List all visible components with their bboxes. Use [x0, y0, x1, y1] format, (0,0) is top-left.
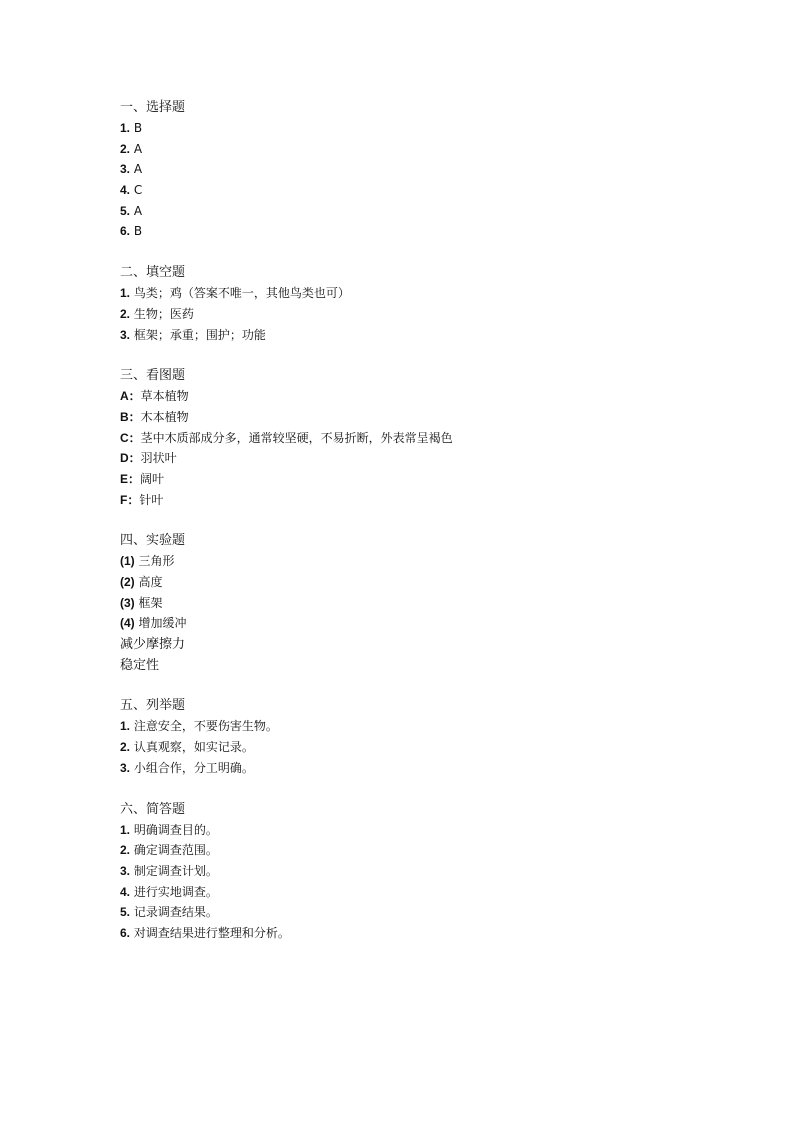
answer-line [120, 737, 760, 758]
answer-line [120, 820, 760, 841]
answer-line [120, 283, 760, 304]
answer-number: E： [120, 471, 141, 486]
answer-number: 1. [120, 121, 131, 135]
answer-text: 制定调查计划。 [133, 863, 218, 878]
answer-line [120, 593, 760, 614]
answer-text: A [133, 141, 143, 156]
answer-text: 框架；承重；围护；功能 [133, 327, 266, 342]
answer-line [120, 386, 760, 407]
answer-line [120, 469, 760, 490]
answer-number: 5. [120, 203, 131, 218]
answer-line [120, 758, 760, 779]
answer-text: C [133, 183, 143, 198]
answer-text: 认真观察，如实记录。 [133, 740, 254, 755]
answer-text: B [133, 224, 143, 239]
answer-number: 1. [120, 719, 131, 734]
answer-text: 鸟类；鸡（答案不唯一，其他鸟类也可） [133, 286, 350, 301]
answer-text: 减少摩擦力 [120, 637, 186, 653]
answer-text: 增加缓冲 [138, 616, 187, 631]
answer-number: C： [120, 430, 141, 445]
answer-text: 草本植物 [140, 389, 189, 404]
answer-line [120, 572, 760, 593]
answer-text: 记录调查结果。 [133, 905, 218, 920]
answer-text: A [133, 203, 143, 218]
answer-number: 1. [120, 822, 131, 837]
answer-section [120, 262, 760, 345]
answer-number: D： [120, 451, 141, 466]
answer-line [120, 118, 760, 139]
answer-text: 茎中木质部成分多，通常较坚硬，不易折断，外表常呈褐色 [140, 430, 453, 445]
answer-line [120, 221, 760, 242]
answer-number: F： [120, 492, 140, 507]
answer-text: 三角形 [138, 554, 175, 569]
answer-text: 阔叶 [140, 471, 165, 486]
answer-number: 2. [120, 740, 131, 755]
answer-line [120, 304, 760, 325]
section-heading: 六、简答题 [120, 801, 186, 817]
answer-text: B [133, 121, 143, 135]
answer-number: 3. [120, 863, 131, 878]
answer-text: 稳定性 [120, 657, 160, 673]
answer-text: 明确调查目的。 [133, 822, 218, 837]
section-heading: 二、填空题 [120, 265, 186, 281]
answer-line [120, 448, 760, 469]
answer-number: (1) [120, 554, 135, 569]
answer-line [120, 180, 760, 201]
answer-number: (2) [120, 575, 135, 589]
section-heading: 三、看图题 [120, 368, 186, 384]
answer-line [120, 201, 760, 222]
answer-number: 2. [120, 306, 131, 321]
answer-number: 4. [120, 183, 131, 198]
answer-line [120, 882, 760, 903]
answer-line [120, 407, 760, 428]
answer-text: 羽状叶 [140, 451, 177, 466]
answer-text: 进行实地调查。 [133, 884, 218, 899]
answer-text: 注意安全，不要伤害生物。 [133, 719, 278, 734]
answer-line [120, 490, 760, 511]
answer-number: (4) [120, 616, 135, 631]
section-heading: 一、选择题 [120, 100, 186, 115]
answer-text: 木本植物 [140, 409, 189, 424]
answer-number: 6. [120, 224, 131, 239]
answer-text: 确定调查范围。 [133, 843, 218, 858]
answer-number: (3) [120, 595, 135, 610]
answer-number: 5. [120, 905, 131, 920]
answer-line [120, 902, 760, 923]
answer-section [120, 530, 760, 675]
answer-text: 框架 [138, 595, 163, 610]
answer-number: 3. [120, 162, 131, 177]
answer-number: 2. [120, 843, 131, 858]
answer-number: 4. [120, 884, 131, 899]
section-heading: 五、列举题 [120, 698, 186, 714]
answer-line [120, 325, 760, 346]
answer-number: 6. [120, 925, 131, 940]
answer-number: 3. [120, 760, 131, 775]
answer-text: 高度 [138, 575, 163, 589]
answer-text: 针叶 [139, 492, 164, 507]
answer-line [120, 655, 760, 676]
answer-section [120, 799, 760, 944]
answer-text: 生物；医药 [133, 306, 194, 321]
answer-line [120, 159, 760, 180]
answer-line [120, 139, 760, 160]
answer-section [120, 97, 760, 242]
answer-line [120, 551, 760, 572]
answer-text: 小组合作，分工明确。 [133, 760, 254, 775]
answer-section [120, 695, 760, 778]
answer-number: 2. [120, 141, 131, 156]
answer-document [120, 97, 760, 964]
answer-line [120, 613, 760, 634]
answer-line [120, 840, 760, 861]
answer-line [120, 923, 760, 944]
answer-number: 3. [120, 327, 131, 342]
answer-number: B： [120, 409, 141, 424]
answer-line [120, 861, 760, 882]
answer-number: 1. [120, 286, 131, 301]
answer-line [120, 716, 760, 737]
answer-section [120, 365, 760, 510]
section-heading: 四、实验题 [120, 533, 186, 549]
answer-line [120, 634, 760, 655]
answer-text: 对调查结果进行整理和分析。 [133, 925, 290, 940]
answer-number: A： [120, 389, 141, 404]
answer-text: A [133, 162, 143, 177]
answer-line [120, 428, 760, 449]
